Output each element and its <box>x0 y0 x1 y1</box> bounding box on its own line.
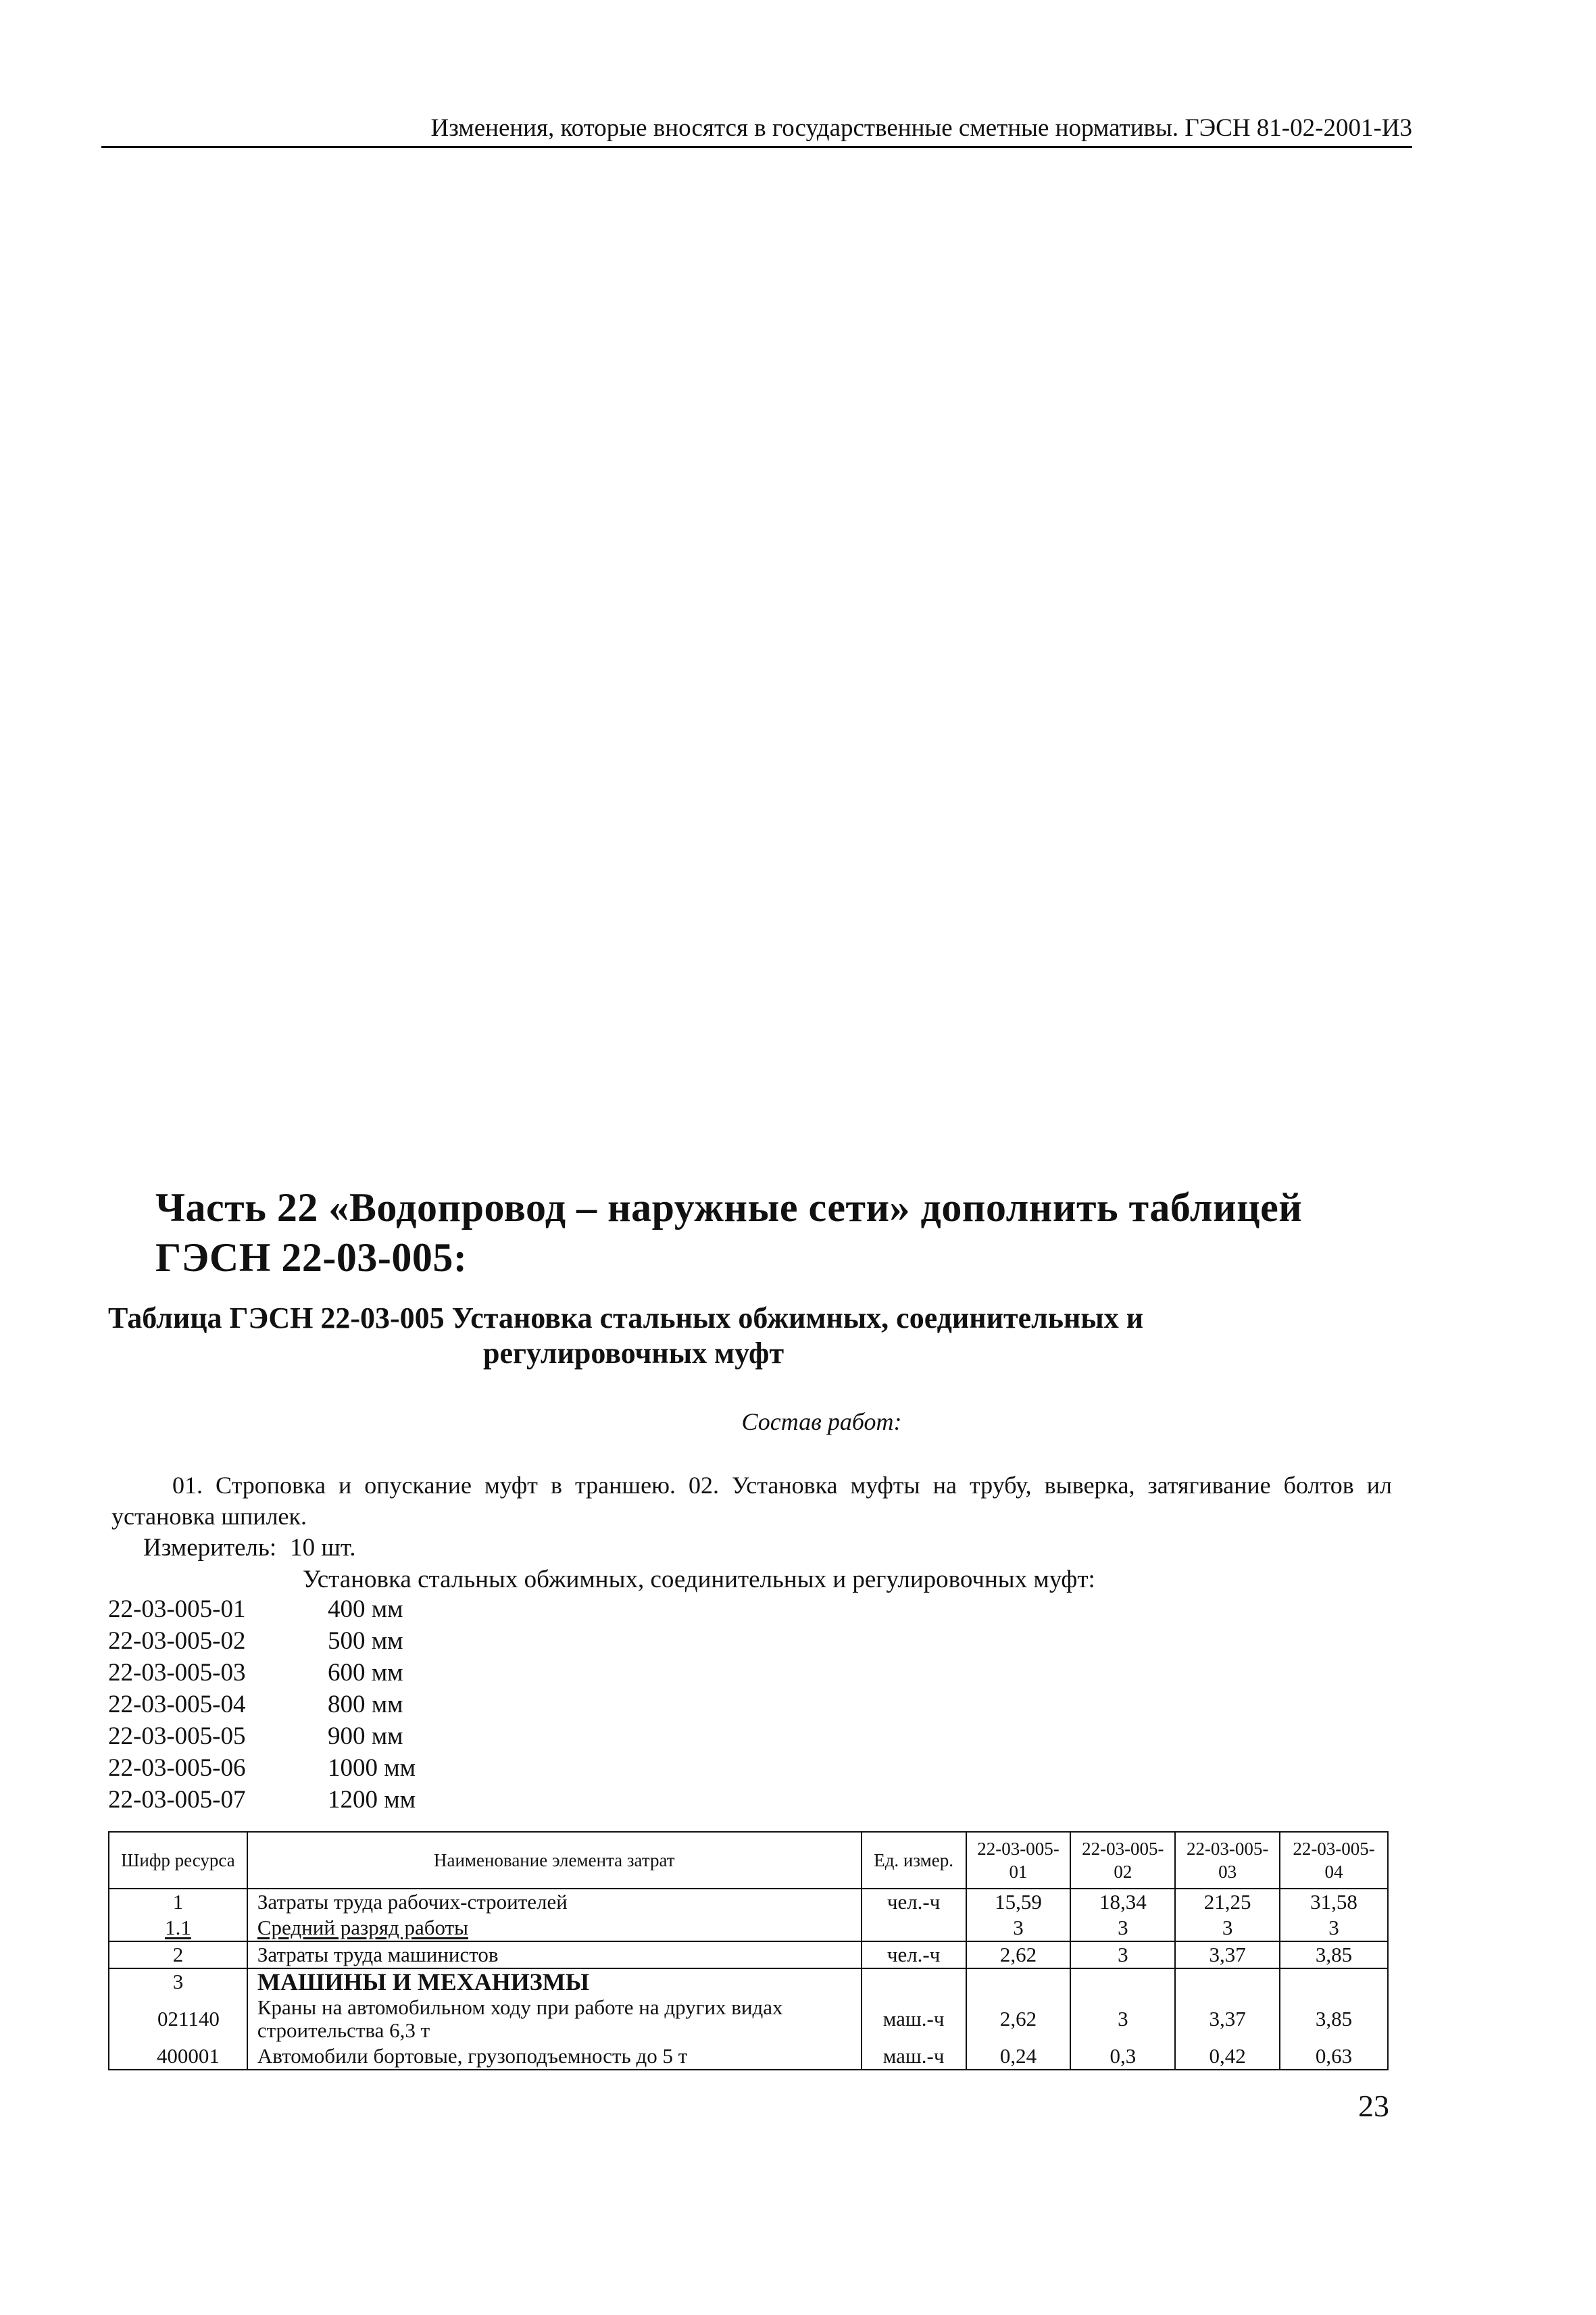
work-steps-text: 01. Строповка и опускание муфт в траншею. 02. Установка муфты на трубу, выверка, затягивание болтов ил установка шпилек. <box>111 1472 1392 1530</box>
cell-value: 3 <box>1070 1915 1175 1941</box>
table-row <box>109 1889 1388 1915</box>
cell-value: 0,3 <box>1070 2043 1175 2070</box>
cell-value: 3 <box>1280 1915 1388 1941</box>
cell-value: 3 <box>1175 1915 1280 1941</box>
page-number: 23 <box>1358 2089 1389 2123</box>
cell-value: 3,85 <box>1280 1941 1388 1968</box>
variant-code: 22-03-005-02 <box>108 1627 246 1655</box>
cell-value: 3 <box>1070 1995 1175 2043</box>
variant-row <box>108 1657 416 1689</box>
variant-code: 22-03-005-03 <box>108 1659 246 1687</box>
cell-code: 1 <box>109 1889 247 1915</box>
cell-unit: маш.-ч <box>862 1995 966 2043</box>
header-col-2: 22-03-005-02 <box>1070 1832 1175 1889</box>
table-row <box>109 1968 1388 1995</box>
cell-value: 15,59 <box>966 1889 1071 1915</box>
running-header: Изменения, которые вносятся в государственные сметные нормативы. ГЭСН 81-02-2001-И3 <box>101 114 1412 148</box>
cell-code: 400001 <box>109 2043 247 2070</box>
header-name: Наименование элемента затрат <box>247 1832 862 1889</box>
measure-line <box>143 1533 356 1564</box>
variant-row <box>108 1752 416 1784</box>
variant-row <box>108 1720 416 1752</box>
cell-value: 18,34 <box>1070 1889 1175 1915</box>
cell-code: 2 <box>109 1941 247 1968</box>
cell-value <box>1175 1968 1280 1995</box>
table-title-line-1: Таблица ГЭСН 22-03-005 Установка стальных обжимных, соединительных и <box>108 1301 1144 1335</box>
part-title: Часть 22 «Водопровод – наружные сети» дополнить таблицей ГЭСН 22-03-005: <box>155 1185 1303 1280</box>
header-unit: Ед. измер. <box>862 1832 966 1889</box>
cell-value: 3,37 <box>1175 1995 1280 2043</box>
cell-value: 3 <box>966 1915 1071 1941</box>
variant-row <box>108 1784 416 1816</box>
variant-row <box>108 1625 416 1657</box>
variant-size: 600 мм <box>328 1659 403 1687</box>
table-row <box>109 1941 1388 1968</box>
variant-code: 22-03-005-06 <box>108 1754 246 1782</box>
variant-row <box>108 1689 416 1720</box>
cell-unit <box>862 1968 966 1995</box>
variant-size: 1200 мм <box>328 1786 416 1814</box>
cell-code: 3 <box>109 1968 247 1995</box>
cell-unit: чел.-ч <box>862 1941 966 1968</box>
cell-value: 2,62 <box>966 1941 1071 1968</box>
variant-size: 1000 мм <box>328 1754 416 1782</box>
cell-code: 021140 <box>109 1995 247 2043</box>
table-row <box>109 1995 1388 2043</box>
cell-value <box>1070 1968 1175 1995</box>
cell-value: 21,25 <box>1175 1889 1280 1915</box>
install-heading: Установка стальных обжимных, соединительных и регулировочных муфт: <box>303 1566 1095 1593</box>
measure-label: Измеритель: <box>143 1534 277 1562</box>
table-row <box>109 1915 1388 1941</box>
variant-size: 500 мм <box>328 1627 403 1655</box>
cell-unit: маш.-ч <box>862 2043 966 2070</box>
cell-value: 31,58 <box>1280 1889 1388 1915</box>
variant-row <box>108 1593 416 1625</box>
cell-name: Затраты труда рабочих-строителей <box>247 1889 862 1915</box>
variant-code: 22-03-005-05 <box>108 1722 246 1750</box>
header-col-4: 22-03-005-04 <box>1280 1832 1388 1889</box>
cell-name: Краны на автомобильном ходу при работе на других видах строительства 6,3 т <box>247 1995 862 2043</box>
table-row <box>109 2043 1388 2070</box>
cell-value <box>1280 1968 1388 1995</box>
variant-code: 22-03-005-01 <box>108 1595 246 1623</box>
header-col-1: 22-03-005-01 <box>966 1832 1071 1889</box>
cell-unit: чел.-ч <box>862 1889 966 1915</box>
cell-value: 3,85 <box>1280 1995 1388 2043</box>
variant-code: 22-03-005-04 <box>108 1691 246 1718</box>
cell-name: Затраты труда машинистов <box>247 1941 862 1968</box>
cell-code: 1.1 <box>109 1915 247 1941</box>
cell-value: 2,62 <box>966 1995 1071 2043</box>
work-composition-heading: Состав работ: <box>741 1408 902 1435</box>
variant-size: 800 мм <box>328 1691 403 1718</box>
measure-value: 10 шт. <box>290 1534 356 1562</box>
table-header-row <box>109 1832 1388 1889</box>
header-code: Шифр ресурса <box>109 1832 247 1889</box>
resource-table <box>108 1831 1389 2070</box>
variant-size: 400 мм <box>328 1595 403 1623</box>
table-title-line-2: регулировочных муфт <box>483 1337 784 1370</box>
cell-name: Средний разряд работы <box>247 1915 862 1941</box>
cell-value: 0,42 <box>1175 2043 1280 2070</box>
variant-size: 900 мм <box>328 1722 403 1750</box>
variant-code: 22-03-005-07 <box>108 1786 246 1814</box>
cell-value <box>966 1968 1071 1995</box>
variants-list <box>108 1593 416 1816</box>
cell-unit <box>862 1915 966 1941</box>
cell-value: 0,24 <box>966 2043 1071 2070</box>
cell-value: 0,63 <box>1280 2043 1388 2070</box>
header-col-3: 22-03-005-03 <box>1175 1832 1280 1889</box>
table-title <box>108 1301 1432 1371</box>
cell-section-title: МАШИНЫ И МЕХАНИЗМЫ <box>247 1968 862 1995</box>
cell-name: Автомобили бортовые, грузоподъемность до 5 т <box>247 2043 862 2070</box>
cell-value: 3 <box>1070 1941 1175 1968</box>
cell-value: 3,37 <box>1175 1941 1280 1968</box>
